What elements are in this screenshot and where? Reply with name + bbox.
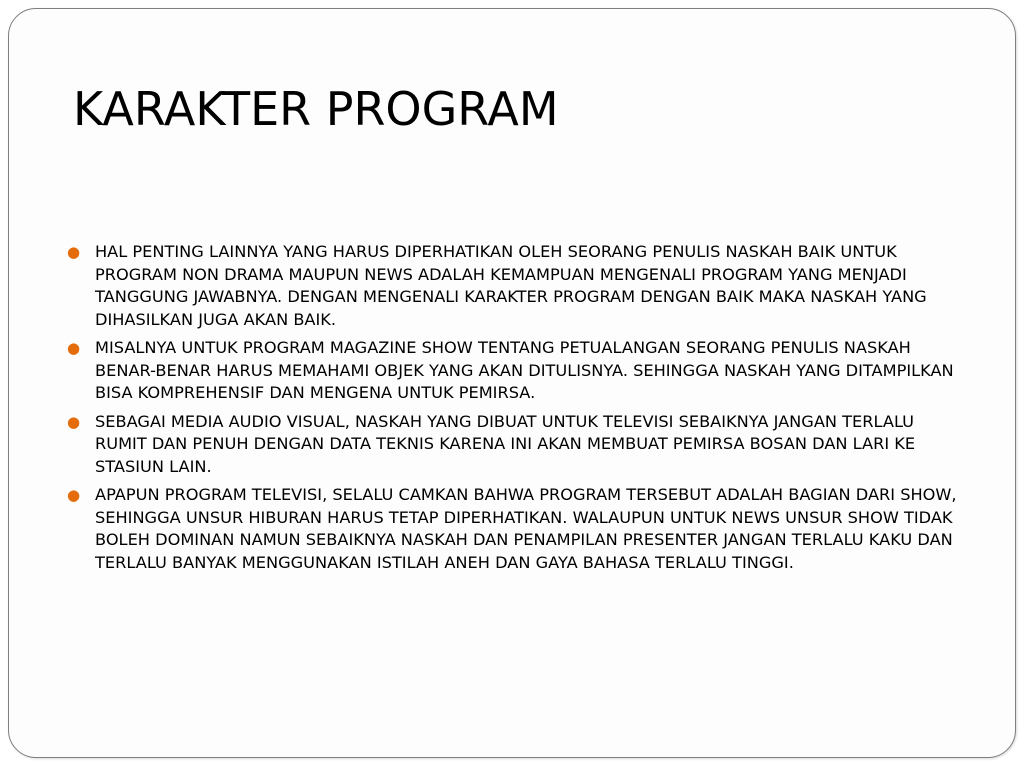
bullet-item	[65, 411, 970, 479]
slide-title: KARAKTER PROGRAM	[73, 82, 559, 136]
bullet-text: HAL PENTING LAINNYA YANG HARUS DIPERHATIKAN OLEH SEORANG PENULIS NASKAH BAIK UNTUK PROGRAM NON DRAMA MAUPUN NEWS ADALAH KEMAMPUAN MENGENALI PROGRAM YANG MENJADI TANGGUNG JAWABNYA. DENGAN MENGENALI KARAKTER PROGRAM DENGAN BAIK MAKA NASKAH YANG DIHASILKAN JUGA AKAN BAIK.	[95, 242, 927, 329]
slide-frame	[8, 8, 1016, 758]
bullet-item	[65, 337, 970, 405]
bullet-item	[65, 241, 970, 331]
bullet-dot-icon: ●	[67, 486, 81, 504]
bullet-dot-icon: ●	[67, 339, 81, 357]
bullet-text: MISALNYA UNTUK PROGRAM MAGAZINE SHOW TENTANG PETUALANGAN SEORANG PENULIS NASKAH BENAR-BENAR HARUS MEMAHAMI OBJEK YANG AKAN DITULISNYA. SEHINGGA NASKAH YANG DITAMPILKAN BISA KOMPREHENSIF DAN MENGENA UNTUK PEMIRSA.	[95, 338, 954, 402]
bullet-dot-icon: ●	[67, 243, 81, 261]
bullet-item	[65, 484, 970, 574]
bullet-text: SEBAGAI MEDIA AUDIO VISUAL, NASKAH YANG DIBUAT UNTUK TELEVISI SEBAIKNYA JANGAN TERLALU RUMIT DAN PENUH DENGAN DATA TEKNIS KARENA INI AKAN MEMBUAT PEMIRSA BOSAN DAN LARI KE STASIUN LAIN.	[95, 411, 916, 476]
bullet-dot-icon: ●	[67, 412, 81, 431]
bullet-text: APAPUN PROGRAM TELEVISI, SELALU CAMKAN BAHWA PROGRAM TERSEBUT ADALAH BAGIAN DARI SHOW, SEHINGGA UNSUR HIBURAN HARUS TETAP DIPERHATIKAN. WALAUPUN UNTUK NEWS UNSUR SHOW TIDAK BOLEH DOMINAN NAMUN SEBAIKNYA NASKAH DAN PENAMPILAN PRESENTER JANGAN TERLALU KAKU DAN TERLALU BANYAK MENGGUNAKAN ISTILAH ANEH DAN GAYA BAHASA TERLALU TINGGI.	[95, 485, 957, 572]
bullet-list	[65, 241, 970, 580]
